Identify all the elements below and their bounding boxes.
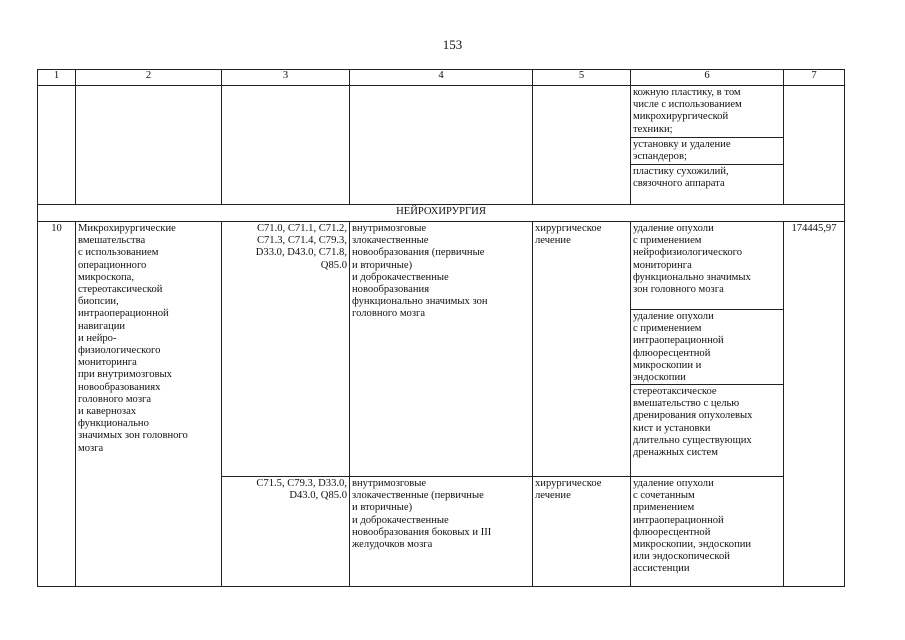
column-number: 5 — [533, 70, 631, 86]
diagnosis: внутримозговые злокачественные новообразования (первичные и вторичные) и доброкачественные новообразования функционально значимых зон головного мозга — [350, 222, 533, 477]
treatment-type: хирургическое лечение — [533, 222, 631, 477]
column-number: 6 — [631, 70, 784, 86]
page-number: 153 — [442, 37, 463, 52]
column-number: 2 — [76, 70, 222, 86]
continuation-row — [38, 86, 845, 205]
treatment-methods — [631, 222, 784, 477]
row-number: 10 — [38, 222, 76, 587]
method-text: удаление опухоли с применением интраоперационной флюоресцентной микроскопии и эндоскопии — [631, 310, 783, 385]
icd-codes: C71.0, C71.1, C71.2, C71.3, C71.4, C79.3, D33.0, D43.0, C71.8, Q85.0 — [222, 222, 350, 477]
method-text: пластику сухожилий, связочного аппарата — [633, 166, 729, 190]
column-number: 3 — [222, 70, 350, 86]
treatment-method: удаление опухоли с сочетанным применением интраоперационной флюоресцентной микроскопии, эндоскопии или эндоскопической ассистенции — [631, 477, 784, 587]
procedure-name: Микрохирургические вмешательства с использованием операционного микроскопа, стереотаксической биопсии, интраоперационной навигации и нейро- физиологического мониторинга при внутримозговых новообразованиях головного мозга и кавернозах функционально значимых зон головного мозга — [76, 222, 222, 587]
column-number: 4 — [350, 70, 533, 86]
section-title: НЕЙРОХИРУРГИЯ — [38, 205, 845, 222]
icd-codes: C71.5, C79.3, D33.0, D43.0, Q85.0 — [222, 477, 350, 587]
column-number: 7 — [784, 70, 845, 86]
column-number-row — [38, 70, 845, 86]
column-number: 1 — [38, 70, 76, 86]
method-text: установку и удаление эспандеров; — [631, 138, 783, 165]
method-text: удаление опухоли с применением нейрофизиологического мониторинга функционально значимых зон головного мозга — [631, 222, 783, 310]
table-row — [38, 222, 845, 477]
price: 174445,97 — [784, 222, 845, 587]
treatment-type: хирургическое лечение — [533, 477, 631, 587]
procedures-table — [37, 69, 845, 587]
method-text: стереотаксическое вмешательство с целью дренирования опухолевых кист и установки длительно существующих дренажных систем — [633, 386, 753, 459]
section-row — [38, 205, 845, 222]
method-text: кожную пластику, в том числе с использованием микрохирургической техники; — [631, 86, 783, 138]
diagnosis: внутримозговые злокачественные (первичные и вторичные) и доброкачественные новообразования боковых и III желудочков мозга — [350, 477, 533, 587]
continuation-methods — [631, 86, 784, 205]
